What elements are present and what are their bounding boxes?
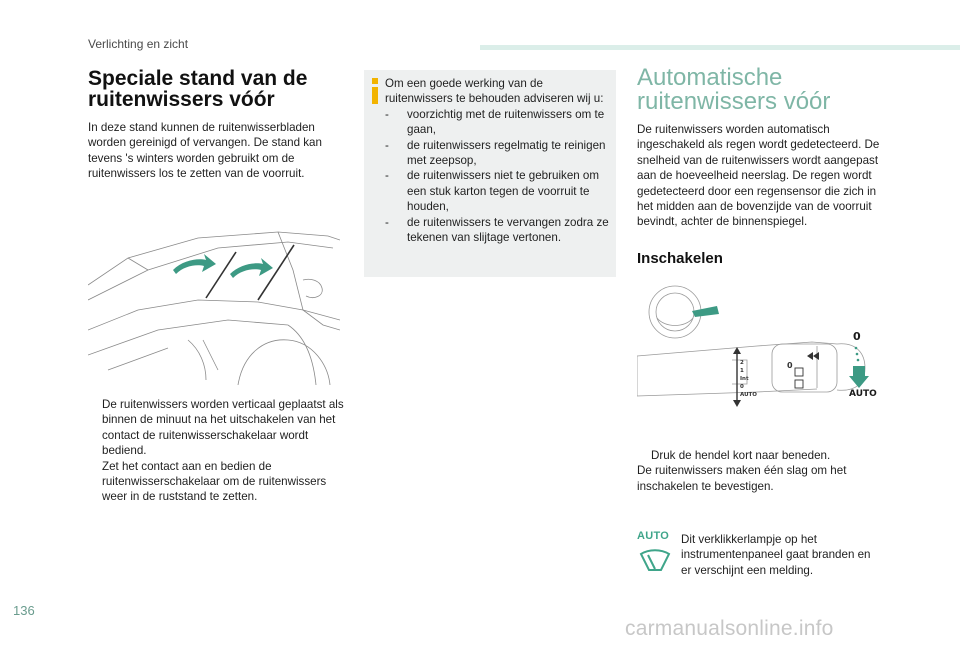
subtitle-inschakelen: Inschakelen <box>637 250 723 267</box>
action-text: Druk de hendel kort naar beneden. <box>651 449 831 462</box>
stalk-zero-label: 0 <box>787 361 793 370</box>
scale-label: AUTO <box>740 392 757 398</box>
top-zero-label: 0 <box>853 330 861 343</box>
scale-label: 0 <box>740 384 744 390</box>
dash-mark: - <box>385 215 389 229</box>
list-item <box>385 168 611 214</box>
dash-mark: - <box>385 107 389 121</box>
dash-mark: - <box>385 138 389 152</box>
scale-label: 2 <box>740 360 744 366</box>
info-item: voorzichtig met de ruitenwissers om te gaan, <box>407 107 605 137</box>
right-title: Automatische ruitenwissers vóór <box>637 64 831 115</box>
car-windshield-illustration <box>88 230 340 385</box>
auto-label: AUTO <box>849 389 877 399</box>
info-item: de ruitenwissers te vervangen zodra ze tekenen van slijtage vertonen. <box>407 215 609 245</box>
action-result: De ruitenwissers maken één slag om het inschakelen te bevestigen. <box>637 464 847 493</box>
scale-label: Int <box>740 376 749 382</box>
wiper-stalk-illustration <box>637 284 883 414</box>
section-label: Verlichting en zicht <box>88 37 189 51</box>
info-intro: Om een goede werking van de ruitenwissers te behouden adviseren wij u: <box>385 77 604 106</box>
list-item <box>88 459 350 505</box>
left-title: Speciale stand van de ruitenwissers vóór <box>88 67 308 111</box>
bullet-text: Zet het contact aan en bedien de ruitenwisserschakelaar om de ruitenwissers weer in de ruststand te zetten. <box>102 459 327 504</box>
watermark: carmanualsonline.info <box>625 617 834 640</box>
page-number: 136 <box>13 603 35 618</box>
left-bullet-list <box>88 397 350 505</box>
bullet-text: De ruitenwissers worden verticaal geplaatst als binnen de minuut na het uitschakelen van het contact de ruitenwisserschakelaar wordt bediend. <box>102 398 344 458</box>
lamp-text: Dit verklikkerlampje op het instrumentenpaneel gaat branden en er verschijnt een melding. <box>681 533 871 577</box>
section-bar <box>480 45 960 50</box>
info-icon <box>369 78 381 104</box>
list-item <box>385 138 611 169</box>
action-block <box>637 448 887 494</box>
info-item: de ruitenwissers regelmatig te reinigen met zeepsop, <box>407 138 606 168</box>
list-item <box>385 107 611 138</box>
info-text <box>385 76 611 245</box>
scale-label: 1 <box>740 368 744 374</box>
list-item <box>385 215 611 246</box>
right-intro: De ruitenwissers worden automatisch ingeschakeld als regen wordt gedetecteerd. De snelheid van de ruitenwissers wordt aangepast aan de hoeveelheid neerslag. De regen wordt gedetecteerd door een regensensor die zich in het midden aan de bovenzijde van de voorruit bevindt, achter de binnenspiegel. <box>637 123 880 229</box>
left-intro: In deze stand kunnen de ruitenwisserbladen worden gereinigd of vervangen. De stand kan tevens 's winters worden gebruikt om de ruitenwissers los te zetten van de voorruit. <box>88 121 322 181</box>
info-item: de ruitenwissers niet te gebruiken om een stuk karton tegen de voorruit te houden, <box>407 169 600 214</box>
list-item <box>88 397 350 459</box>
dash-mark: - <box>385 169 389 183</box>
list-item <box>637 448 887 463</box>
auto-badge: AUTO <box>637 530 670 542</box>
auto-wiper-warning-icon <box>639 548 671 572</box>
